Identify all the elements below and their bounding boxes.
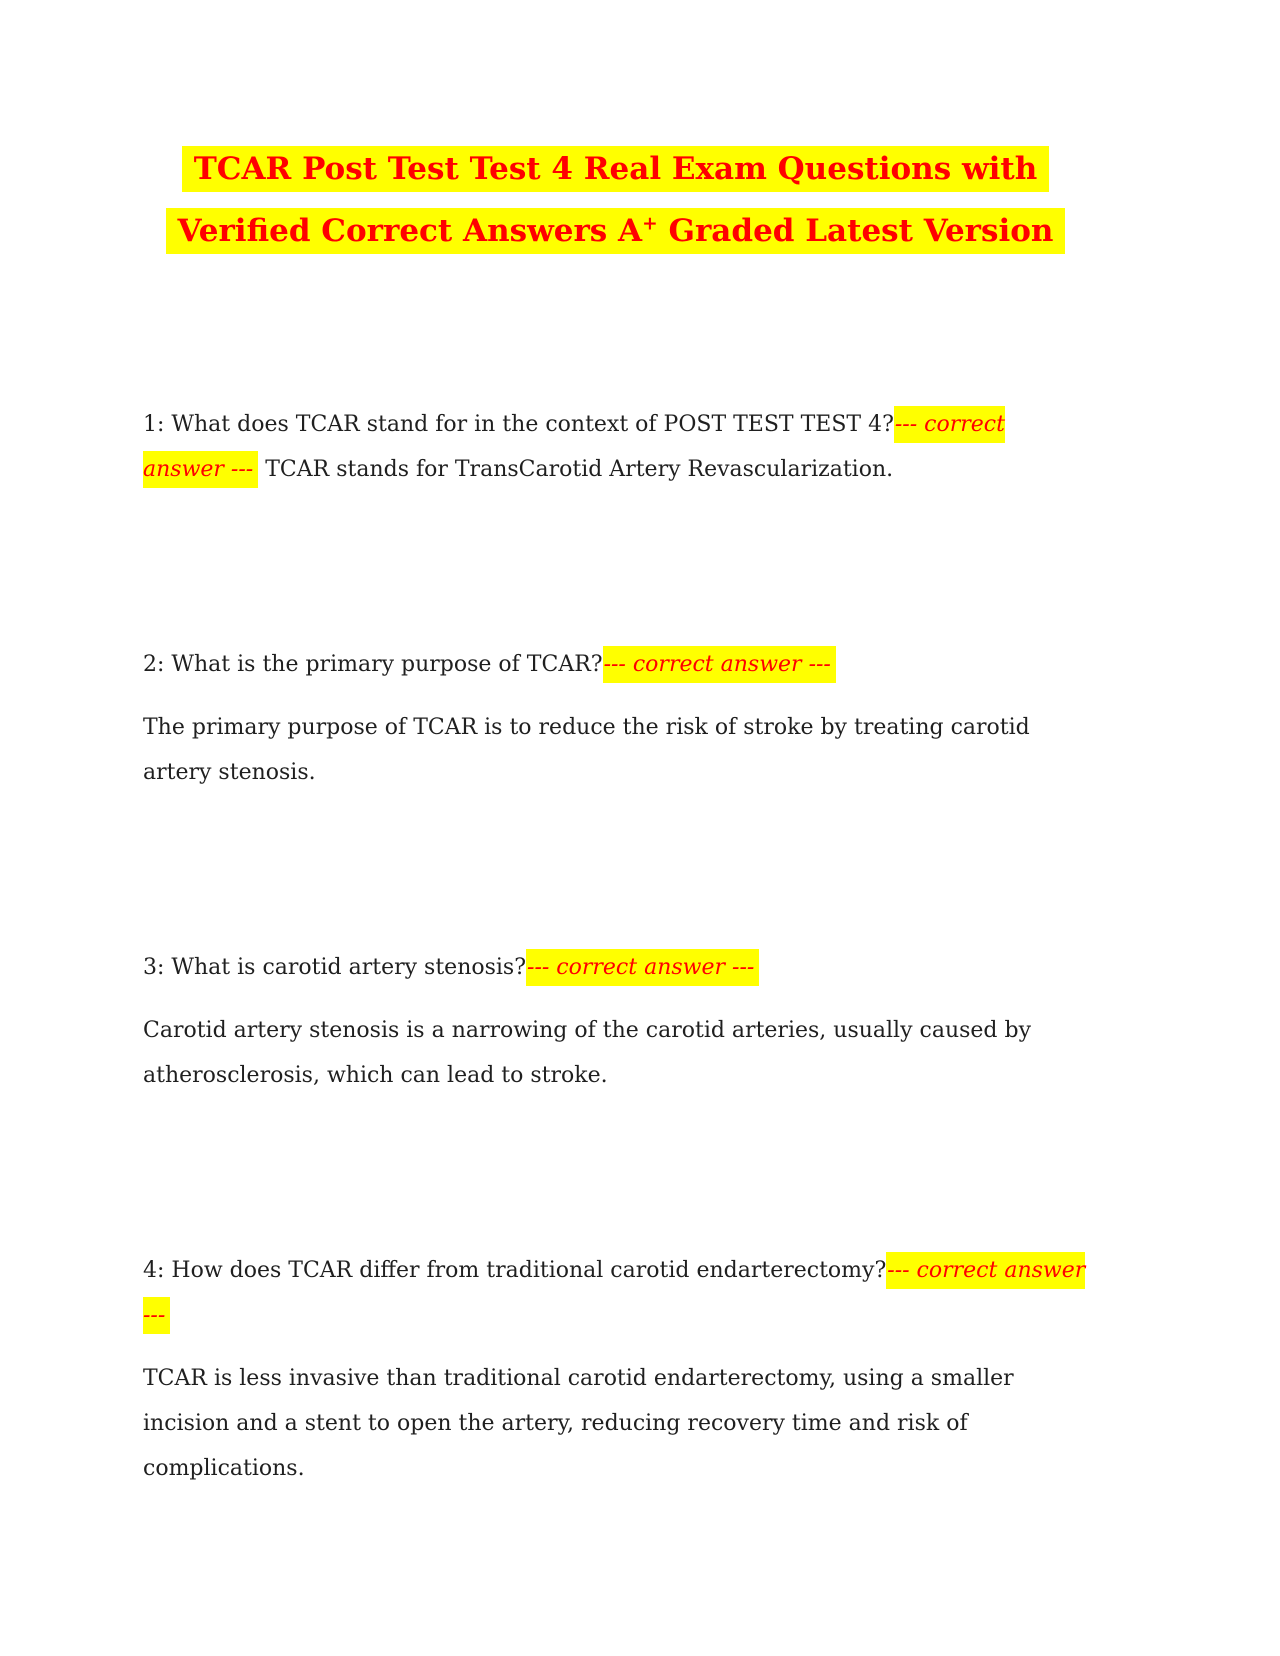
title-line-1: TCAR Post Test Test 4 Real Exam Questions with [182, 146, 1050, 192]
document-title [143, 138, 1088, 262]
question-4-paragraph [143, 1248, 1088, 1338]
question-2-text: 2: What is the primary purpose of TCAR? [143, 652, 603, 677]
correct-answer-marker: --- correct answer --- [526, 949, 759, 986]
a-plus-superscript: + [642, 213, 658, 235]
question-2-paragraph [143, 642, 1088, 687]
qa-block-1 [143, 402, 1088, 492]
document-body [143, 402, 1088, 1491]
correct-answer-marker: --- correct answer --- [143, 1252, 1085, 1334]
title-line-2 [166, 208, 1066, 254]
question-1-text: 1: What does TCAR stand for in the context of POST TEST TEST 4? [143, 412, 894, 437]
qa-block-4 [143, 1248, 1088, 1491]
answer-4-text: TCAR is less invasive than traditional carotid endarterectomy, using a smaller incision and a stent to open the artery, reducing recovery time and risk of complications. [143, 1366, 1014, 1481]
correct-answer-marker: --- correct answer --- [143, 406, 1005, 488]
correct-answer-marker: --- correct answer --- [603, 646, 836, 683]
question-4-text: 4: How does TCAR differ from traditional carotid endarterectomy? [143, 1258, 887, 1283]
answer-3-text: Carotid artery stenosis is a narrowing of the carotid arteries, usually caused by atherosclerosis, which can lead to stroke. [143, 1018, 1032, 1088]
question-3-text: 3: What is carotid artery stenosis? [143, 955, 527, 980]
qa-block-3 [143, 945, 1088, 1098]
title-line-2-text: Verified Correct Answers A [177, 213, 643, 249]
title-line-2-suffix: Graded Latest Version [657, 213, 1054, 249]
answer-1-text: TCAR stands for TransCarotid Artery Revascularization. [265, 457, 894, 482]
question-1-paragraph [143, 402, 1088, 492]
question-3-paragraph [143, 945, 1088, 990]
qa-block-2 [143, 642, 1088, 795]
answer-2-text: The primary purpose of TCAR is to reduce the risk of stroke by treating carotid artery stenosis. [143, 715, 1030, 785]
